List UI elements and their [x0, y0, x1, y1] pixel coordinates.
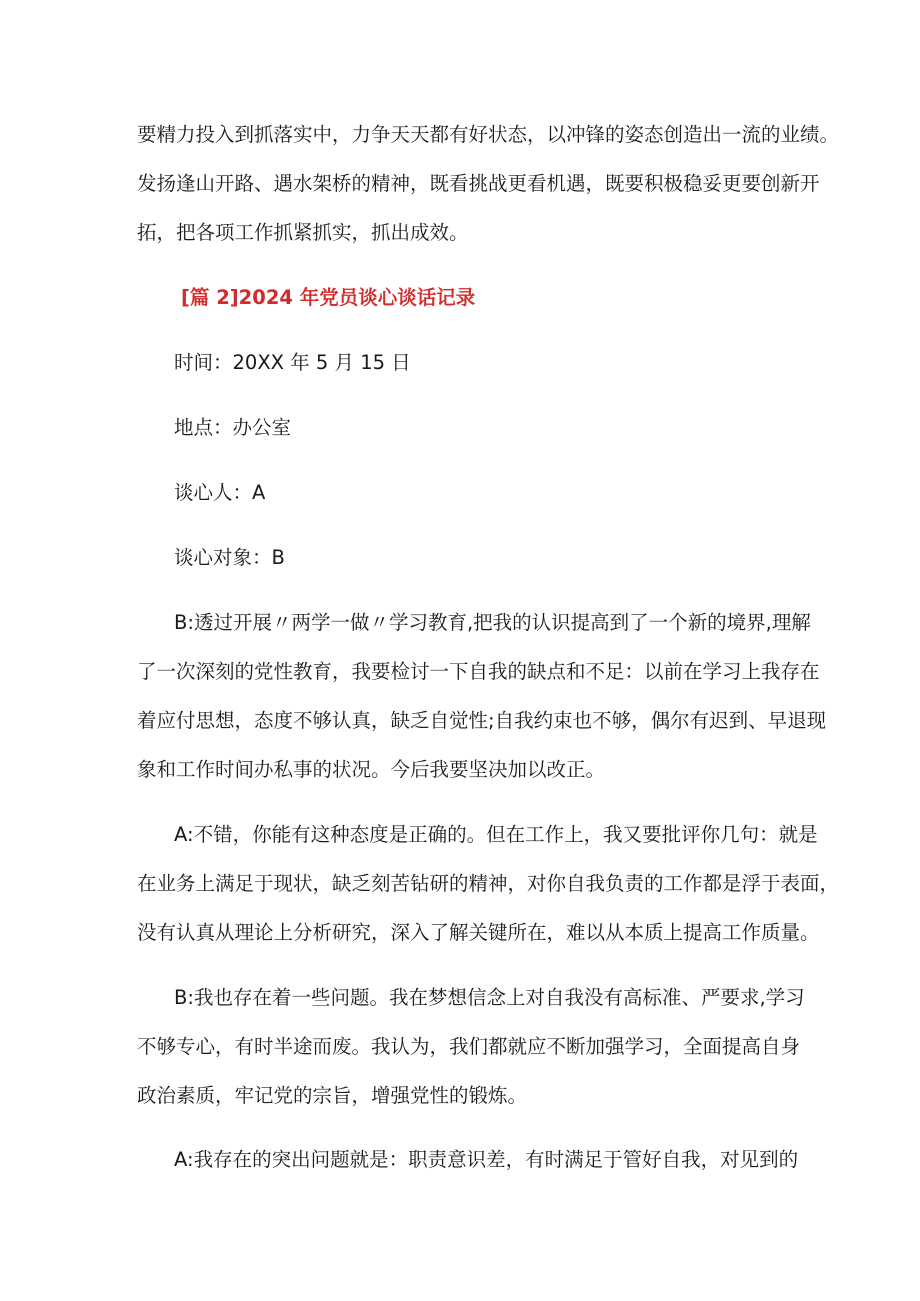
meta-time: 时间：20XX 年 5 月 15 日 — [174, 351, 411, 374]
dialogue-2-line-3: 没有认真从理论上分析研究，深入了解关键所在，难以从本质上提高工作质量。 — [137, 921, 820, 944]
dialogue-3-line-2: 不够专心，有时半途而废。我认为，我们都就应不断加强学习，全面提高自身 — [137, 1035, 801, 1058]
dialogue-3-line-3: 政治素质，牢记党的宗旨，增强党性的锻炼。 — [137, 1084, 528, 1107]
dialogue-1-line-4: 象和工作时间办私事的状况。今后我要坚决加以改正。 — [137, 758, 606, 781]
dialogue-1-line-3: 着应付思想，态度不够认真，缺乏自觉性;自我约束也不够，偶尔有迟到、早退现 — [137, 709, 827, 732]
dialogue-1-line-1: B:透过开展〃两学一做〃学习教育,把我的认识提高到了一个新的境界,理解 — [174, 611, 811, 634]
meta-target: 谈心对象：B — [174, 546, 285, 569]
dialogue-2-line-1: A:不错，你能有这种态度是正确的。但在工作上，我又要批评你几句：就是 — [174, 823, 818, 846]
intro-line-2: 发扬逢山开路、遇水架桥的精神，既看挑战更看机遇，既要积极稳妥更要创新开 — [137, 172, 820, 195]
dialogue-4-line-1: A:我存在的突出问题就是：职责意识差，有时满足于管好自我，对见到的 — [174, 1148, 799, 1171]
meta-place: 地点：办公室 — [174, 416, 292, 439]
intro-line-1: 要精力投入到抓落实中，力争天天都有好状态，以冲锋的姿态创造出一流的业绩。 — [137, 123, 840, 146]
dialogue-3-line-1: B:我也存在着一些问题。我在梦想信念上对自我没有高标准、严要求,学习 — [174, 986, 805, 1009]
section-heading: [篇 2]2024 年党员谈心谈话记录 — [181, 286, 476, 309]
dialogue-2-line-2: 在业务上满足于现状，缺乏刻苦钻研的精神，对你自我负责的工作都是浮于表面， — [137, 872, 840, 895]
dialogue-1-line-2: 了一次深刻的党性教育，我要检讨一下自我的缺点和不足：以前在学习上我存在 — [137, 660, 820, 683]
intro-line-3: 拓，把各项工作抓紧抓实，抓出成效。 — [137, 221, 469, 244]
meta-talker: 谈心人：A — [174, 481, 266, 504]
